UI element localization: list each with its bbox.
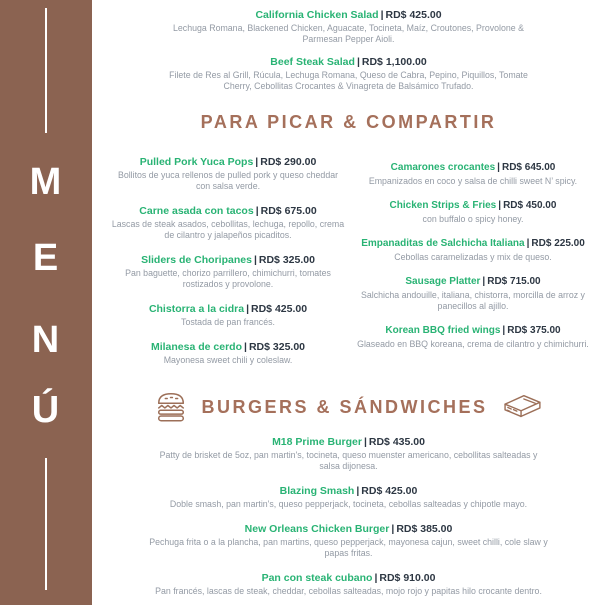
menu-item-name: Empanaditas de Salchicha Italiana xyxy=(361,238,525,249)
burger-icon xyxy=(154,390,188,424)
menu-item-price: RD$ 425.00 xyxy=(361,485,418,497)
price-separator: | xyxy=(363,436,367,448)
menu-item-title xyxy=(349,275,597,289)
menu-item-price: RD$ 715.00 xyxy=(487,276,541,287)
price-separator: | xyxy=(246,303,250,315)
menu-item-description: Cebollas caramelizadas y mix de queso. xyxy=(394,252,552,262)
menu-item-price: RD$ 675.00 xyxy=(260,205,317,217)
menu-item-title xyxy=(92,8,605,22)
menu-item-name: Milanesa de cerdo xyxy=(150,341,243,353)
menu-item-price: RD$ 910.00 xyxy=(379,572,436,584)
menu-item-name: Pulled Pork Yuca Pops xyxy=(139,156,254,168)
menu-item-name: Sausage Platter xyxy=(405,276,481,287)
menu-item-description: Salchicha andouille, italiana, chistorra, morcilla de arroz y panecillos al ajillo. xyxy=(361,290,585,311)
menu-item-title xyxy=(92,571,605,585)
menu-item-title xyxy=(107,340,349,354)
menu-item-name: Carne asada con tacos xyxy=(139,205,254,217)
menu-item-description: Lechuga Romana, Blackened Chicken, Aguacate, Tocineta, Maíz, Croutones, Provolone & Parmesan Pepper Aioli. xyxy=(173,23,524,44)
menu-item-title xyxy=(92,55,605,69)
menu-item-name: Camarones crocantes xyxy=(390,162,496,173)
menu-item-title xyxy=(349,237,597,251)
menu-item-description: Empanizados en coco y salsa de chilli sweet N’ spicy. xyxy=(368,176,578,186)
sidebar-top-rule xyxy=(45,8,47,133)
burgers-section-header xyxy=(92,390,605,424)
menu-item-name: New Orleans Chicken Burger xyxy=(244,523,390,535)
menu-item-new-orleans-chicken-burger xyxy=(92,522,605,559)
menu-item-title xyxy=(107,253,349,267)
price-separator: | xyxy=(482,276,486,287)
menu-item-sliders-de-choripanes xyxy=(107,253,349,290)
menu-item-title xyxy=(107,204,349,218)
menu-item-description: Tostada de pan francés. xyxy=(181,317,275,327)
price-separator: | xyxy=(498,200,502,211)
menu-item-price: RD$ 645.00 xyxy=(501,162,556,173)
menu-item-price: RD$ 325.00 xyxy=(258,254,315,266)
price-separator: | xyxy=(380,9,384,21)
menu-item-title xyxy=(92,484,605,498)
sidebar xyxy=(0,0,92,605)
menu-item-title xyxy=(349,199,597,213)
menu-item-name: Sliders de Choripanes xyxy=(141,254,252,266)
price-separator: | xyxy=(253,254,257,266)
menu-item-name: M18 Prime Burger xyxy=(272,436,362,448)
price-separator: | xyxy=(356,485,360,497)
menu-item-beef-steak-salad xyxy=(92,55,605,92)
menu-item-pulled-pork-yuca-pops xyxy=(107,155,349,192)
menu-item-description: Patty de brisket de 5oz, pan martin's, tocineta, queso muenster americano, cebollitas salteadas y salsa dijonesa. xyxy=(159,450,538,471)
price-separator: | xyxy=(502,325,506,336)
menu-item-price: RD$ 435.00 xyxy=(368,436,425,448)
menu-item-name: Beef Steak Salad xyxy=(270,56,355,68)
price-separator: | xyxy=(497,162,500,173)
menu-item-price: RD$ 290.00 xyxy=(260,156,317,168)
burgers-section xyxy=(92,390,605,597)
menu-item-description: Filete de Res al Grill, Rúcula, Lechuga Romana, Queso de Cabra, Pepino, Piquillos, Tomate Cherry, Cebollitas Crocantes & Vinagreta de Balsámico Trufado. xyxy=(169,70,528,91)
menu-item-empanaditas-salchicha-italiana xyxy=(349,237,597,263)
menu-item-description: Doble smash, pan martin's, queso pepperjack, tocineta, cebollas salteadas y chipotle mayo. xyxy=(169,499,528,509)
price-separator: | xyxy=(356,56,360,68)
menu-item-name: Chistorra a la cidra xyxy=(148,303,245,315)
menu-item-description: Pan francés, lascas de steak, cheddar, cebollas salteadas, mojo rojo y papitas hilo crocante dentro. xyxy=(155,586,542,596)
price-separator: | xyxy=(391,523,395,535)
menu-item-milanesa-de-cerdo xyxy=(107,340,349,366)
menu-item-description: Pan baguette, chorizo parrillero, chimichurri, tomates rostizados y provolone. xyxy=(125,268,331,289)
menu-item-blazing-smash xyxy=(92,484,605,510)
menu-item-price: RD$ 450.00 xyxy=(503,200,557,211)
menu-vertical-letter: N xyxy=(31,319,61,361)
menu-item-title xyxy=(107,302,349,316)
menu-item-price: RD$ 1,100.00 xyxy=(361,56,427,68)
menu-item-california-chicken-salad xyxy=(92,8,605,45)
menu-item-name: Pan con steak cubano xyxy=(261,572,373,584)
menu-item-description: Bollitos de yuca rellenos de pulled pork y queso cheddar con salsa verde. xyxy=(117,170,339,191)
section-title-para-picar: PARA PICAR & COMPARTIR xyxy=(200,112,497,132)
menu-item-title xyxy=(107,155,349,169)
menu-item-name: Blazing Smash xyxy=(279,485,355,497)
menu-vertical-letter: M xyxy=(29,161,63,203)
price-separator: | xyxy=(526,238,530,249)
menu-vertical-letter: Ú xyxy=(31,389,61,431)
salads-section xyxy=(92,8,605,92)
menu-item-chicken-strips-fries xyxy=(349,199,597,225)
menu-item-price: RD$ 385.00 xyxy=(396,523,453,535)
price-separator: | xyxy=(244,341,247,353)
menu-vertical-letter: E xyxy=(32,237,60,279)
menu-item-price: RD$ 225.00 xyxy=(531,238,585,249)
menu-item-pan-con-steak-cubano xyxy=(92,571,605,597)
menu-item-chistorra-a-la-cidra xyxy=(107,302,349,328)
menu-item-price: RD$ 325.00 xyxy=(248,341,306,353)
section-title-burgers: BURGERS & SÁNDWICHES xyxy=(201,396,488,417)
menu-item-title xyxy=(349,324,597,338)
menu-item-m18-prime-burger xyxy=(92,435,605,472)
menu-item-camarones-crocantes xyxy=(349,161,597,187)
menu-item-name: Chicken Strips & Fries xyxy=(389,200,497,211)
price-separator: | xyxy=(374,572,378,584)
price-separator: | xyxy=(255,156,259,168)
para-picar-columns xyxy=(92,155,605,378)
sandwich-icon xyxy=(501,391,543,423)
menu-item-sausage-platter xyxy=(349,275,597,312)
menu-item-title xyxy=(349,161,597,175)
menu-item-price: RD$ 375.00 xyxy=(507,325,561,336)
menu-item-name: Korean BBQ fried wings xyxy=(385,325,501,336)
para-picar-left-column xyxy=(107,155,349,378)
menu-item-description: con buffalo o spicy honey. xyxy=(422,214,524,224)
menu-item-carne-asada-con-tacos xyxy=(107,204,349,241)
menu-item-title xyxy=(92,522,605,536)
menu-item-korean-bbq-fried-wings xyxy=(349,324,597,350)
menu-item-description: Glaseado en BBQ koreana, crema de cilantro y chimichurri. xyxy=(357,339,589,349)
sidebar-bottom-rule xyxy=(45,458,47,590)
menu-content xyxy=(92,0,605,605)
menu-item-price: RD$ 425.00 xyxy=(385,9,442,21)
menu-item-price: RD$ 425.00 xyxy=(251,303,308,315)
menu-item-title xyxy=(92,435,605,449)
para-picar-right-column xyxy=(349,155,597,362)
price-separator: | xyxy=(255,205,259,217)
menu-item-description: Lascas de steak asados, cebollitas, lechuga, repollo, crema de cilantro y jalapeños picaditos. xyxy=(111,219,345,240)
menu-item-description: Pechuga frita o a la plancha, pan martins, queso pepperjack, mayonesa cajun, sweet chilli, cole slaw y papas fritas. xyxy=(149,537,548,558)
menu-item-description: Mayonesa sweet chili y coleslaw. xyxy=(163,355,293,365)
menu-item-name: California Chicken Salad xyxy=(255,9,379,21)
